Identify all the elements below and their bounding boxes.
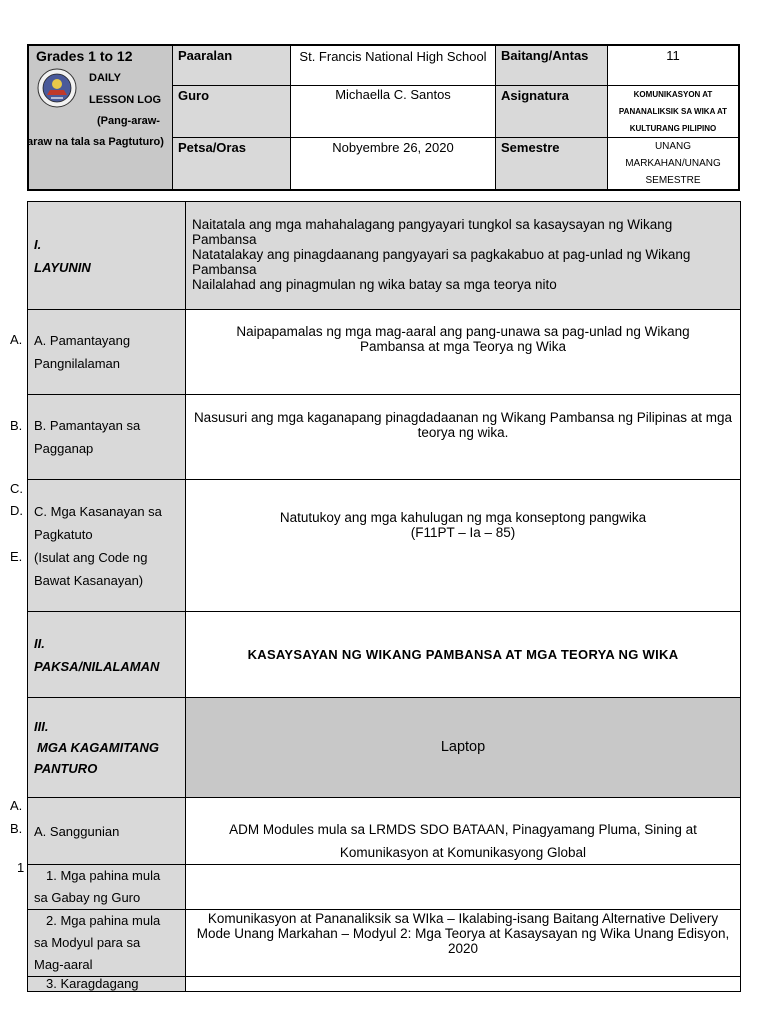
semestre-line1: UNANG MARKAHAN/UNANG — [625, 140, 721, 169]
margin-mark-c: C. — [10, 481, 23, 496]
guro-value: Michaella C. Santos — [291, 85, 496, 137]
modyul-label2: sa Modyul para sa — [34, 935, 141, 950]
title-block — [28, 45, 173, 190]
asignatura-line1: KOMUNIKASYON AT — [633, 89, 713, 99]
layunin-title: LAYUNIN — [34, 259, 91, 275]
guro-label: Guro — [173, 85, 291, 137]
deped-seal-icon — [37, 68, 77, 111]
pamantayang-pangnilalaman-label — [28, 310, 186, 395]
kasanayan-code: (F11PT – Ia – 85) — [410, 525, 516, 540]
margin-mark-1: 1 — [17, 860, 25, 875]
lesson-log-label: LESSON LOG — [89, 94, 162, 106]
margin-mark-e: E. — [10, 549, 23, 564]
paksa-label — [28, 612, 186, 698]
pamantayan-pagganap-value: Nasusuri ang mga kaganapang pinagdadaanan ng Wikang Pambansa ng Pilipinas at mga teorya ng wika. — [186, 395, 741, 480]
kas-label3: (Isulat ang Code ng — [34, 549, 148, 565]
petsa-label: Petsa/Oras — [173, 137, 291, 190]
margin-mark-b: B. — [10, 418, 23, 433]
table-row — [28, 977, 741, 992]
table-row — [28, 310, 741, 395]
semestre-label: Semestre — [496, 137, 608, 190]
kagamitan-title1: MGA KAGAMITANG — [37, 740, 160, 755]
kas-label4: Bawat Kasanayan) — [34, 572, 144, 588]
pamantayang-pangnilalaman-value: Naipapamalas ng mga mag-aaral ang pang-unawa sa pag-unlad ng Wikang Pambansa at mga Teorya ng Wika — [186, 310, 741, 395]
gabay-value — [186, 865, 741, 910]
subtitle-line1: (Pang-araw- — [97, 115, 160, 127]
ppn-label1: A. Pamantayang — [34, 333, 131, 348]
table-row — [28, 698, 741, 798]
baitang-label: Baitang/Antas — [496, 45, 608, 85]
table-row — [28, 480, 741, 612]
semestre-line2: SEMESTRE — [645, 174, 701, 186]
table-row — [28, 910, 741, 977]
kagamitan-title2: PANTURO — [34, 761, 98, 776]
kas-label1: C. Mga Kasanayan sa — [34, 503, 162, 519]
table-row — [28, 798, 741, 865]
gabay-label2: sa Gabay ng Guro — [34, 890, 141, 905]
kagamitan-value: Laptop — [186, 698, 741, 798]
grades-label: Grades 1 to 12 — [36, 48, 133, 64]
gabay-label — [28, 865, 186, 910]
sanggunian-label: A. Sanggunian — [28, 798, 186, 865]
asignatura-line2: PANANALIKSIK SA WIKA AT — [618, 106, 728, 116]
ppn-label2: Pangnilalaman — [34, 356, 121, 371]
paaralan-label: Paaralan — [173, 45, 291, 85]
lesson-log-table — [27, 201, 741, 992]
margin-mark-a: A. — [10, 332, 23, 347]
layunin-num: I. — [34, 236, 42, 252]
margin-mark-a2: A. — [10, 798, 23, 813]
ppg-label2: Pagganap — [34, 441, 94, 456]
header-table — [27, 44, 740, 191]
karagdagang-value — [186, 977, 741, 992]
paksa-title: PAKSA/NILALAMAN — [34, 658, 160, 674]
table-row — [28, 865, 741, 910]
layunin-label — [28, 202, 186, 310]
modyul-value: Komunikasyon at Pananaliksik sa WIka – Ikalabing-isang Baitang Alternative Delivery Mode Unang Markahan – Modyul 2: Mga Teorya at Kasaysayan ng Wika Unang Edisyon, 2020 — [186, 910, 741, 977]
modyul-label — [28, 910, 186, 977]
daily-label: DAILY — [89, 72, 121, 84]
margin-mark-d: D. — [10, 503, 23, 518]
sanggunian-value1: ADM Modules mula sa LRMDS SDO BATAAN, Pinagyamang Pluma, Sining at — [229, 822, 697, 837]
paaralan-value: St. Francis National High School — [291, 45, 496, 85]
kagamitan-num: III. — [34, 719, 49, 734]
layunin-line2: Natatalakay ang pinagdaanang pangyayari sa pagkakabuo at pag-unlad ng Wikang Pambansa — [192, 247, 691, 277]
layunin-line1: Naitatala ang mga mahahalagang pangyayari tungkol sa kasaysayan ng Wikang Pambansa — [192, 217, 673, 247]
subtitle-line2: araw na tala sa Pagtuturo) — [27, 136, 164, 148]
kasanayan-label — [28, 480, 186, 612]
kasanayan-value — [186, 480, 741, 612]
baitang-value: 11 — [608, 45, 740, 85]
modyul-label3: Mag-aaral — [34, 957, 93, 972]
kas-label2: Pagkatuto — [34, 526, 93, 542]
semestre-value — [608, 137, 740, 190]
asignatura-label: Asignatura — [496, 85, 608, 137]
karagdagang-label: 3. Karagdagang — [28, 977, 186, 992]
asignatura-value — [608, 85, 740, 137]
sanggunian-value — [186, 798, 741, 865]
ppg-label1: B. Pamantayan sa — [34, 418, 141, 433]
paksa-value: KASAYSAYAN NG WIKANG PAMBANSA AT MGA TEORYA NG WIKA — [186, 612, 741, 698]
pamantayan-pagganap-label — [28, 395, 186, 480]
kasanayan-value1: Natutukoy ang mga kahulugan ng mga konseptong pangwika — [279, 510, 647, 525]
margin-mark-b2: B. — [10, 821, 23, 836]
layunin-value — [186, 202, 741, 310]
table-row — [28, 395, 741, 480]
petsa-value: Nobyembre 26, 2020 — [291, 137, 496, 190]
table-row — [28, 612, 741, 698]
table-row — [28, 202, 741, 310]
layunin-line3: Nailalahad ang pinagmulan ng wika batay sa mga teorya nito — [192, 277, 557, 292]
asignatura-line3: KULTURANG PILIPINO — [629, 123, 717, 133]
modyul-label1: 2. Mga pahina mula — [46, 913, 161, 928]
gabay-label1: 1. Mga pahina mula — [46, 868, 161, 883]
kagamitan-label — [28, 698, 186, 798]
sanggunian-value2: Komunikasyon at Komunikasyong Global — [339, 845, 587, 860]
paksa-num: II. — [34, 635, 45, 651]
